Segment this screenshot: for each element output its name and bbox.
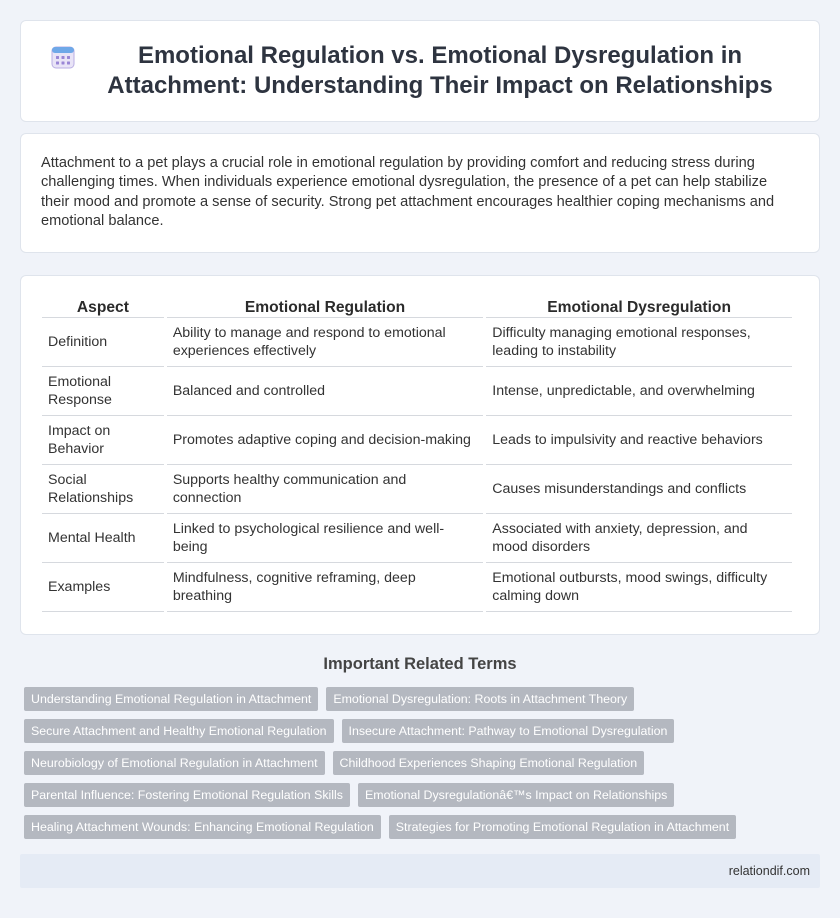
row-regulation: Mindfulness, cognitive reframing, deep breathing xyxy=(167,563,483,612)
related-terms-heading: Important Related Terms xyxy=(323,655,517,673)
intro-card xyxy=(20,133,820,253)
related-term-link[interactable]: Emotional Dysregulationâ€™s Impact on Relationships xyxy=(358,783,674,807)
footer-site-link[interactable]: relationdif.com xyxy=(728,864,810,878)
row-dysregulation: Intense, unpredictable, and overwhelming xyxy=(486,367,792,416)
intro-paragraph: Attachment to a pet plays a crucial role in emotional regulation by providing comfort and reducing stress during challenging times. When individuals experience emotional dysregulation, the presence of a pet can help stabilize their mood and promote a sense of security. Strong pet attachment encourages healthier coping mechanisms and emotional balance. xyxy=(41,155,775,230)
row-dysregulation: Difficulty managing emotional responses, leading to instability xyxy=(486,318,792,367)
header-aspect: Aspect xyxy=(42,294,164,318)
related-term-link[interactable]: Parental Influence: Fostering Emotional Regulation Skills xyxy=(24,783,350,807)
row-dysregulation: Emotional outbursts, mood swings, difficulty calming down xyxy=(486,563,792,612)
row-aspect: Examples xyxy=(42,563,164,612)
comparison-table-card xyxy=(20,275,820,635)
related-term-link[interactable]: Secure Attachment and Healthy Emotional Regulation xyxy=(24,719,334,743)
comparison-table xyxy=(39,294,795,612)
related-term-link[interactable]: Neurobiology of Emotional Regulation in Attachment xyxy=(24,751,325,775)
row-aspect: Emotional Response xyxy=(42,367,164,416)
header-emotional-regulation: Emotional Regulation xyxy=(167,294,483,318)
related-terms-list xyxy=(24,687,824,839)
row-aspect: Social Relationships xyxy=(42,465,164,514)
related-term-link[interactable]: Healing Attachment Wounds: Enhancing Emotional Regulation xyxy=(24,815,381,839)
row-dysregulation: Associated with anxiety, depression, and mood disorders xyxy=(486,514,792,563)
row-dysregulation: Leads to impulsivity and reactive behaviors xyxy=(486,416,792,465)
row-regulation: Promotes adaptive coping and decision-making xyxy=(167,416,483,465)
table-row xyxy=(42,367,792,416)
title-wrap xyxy=(21,21,819,121)
footer xyxy=(20,854,820,888)
related-term-link[interactable]: Childhood Experiences Shaping Emotional Regulation xyxy=(333,751,645,775)
title-card xyxy=(20,20,820,122)
related-term-link[interactable]: Understanding Emotional Regulation in Attachment xyxy=(24,687,318,711)
row-regulation: Balanced and controlled xyxy=(167,367,483,416)
header-emotional-dysregulation: Emotional Dysregulation xyxy=(486,294,792,318)
related-term-link[interactable]: Strategies for Promoting Emotional Regulation in Attachment xyxy=(389,815,736,839)
row-aspect: Mental Health xyxy=(42,514,164,563)
table-row xyxy=(42,563,792,612)
row-regulation: Linked to psychological resilience and well-being xyxy=(167,514,483,563)
row-aspect: Definition xyxy=(42,318,164,367)
related-term-link[interactable]: Insecure Attachment: Pathway to Emotional Dysregulation xyxy=(342,719,675,743)
table-row xyxy=(42,514,792,563)
row-aspect: Impact on Behavior xyxy=(42,416,164,465)
row-dysregulation: Causes misunderstandings and conflicts xyxy=(486,465,792,514)
table-row xyxy=(42,318,792,367)
row-regulation: Ability to manage and respond to emotional experiences effectively xyxy=(167,318,483,367)
table-row xyxy=(42,465,792,514)
page-title: Emotional Regulation vs. Emotional Dysregulation in Attachment: Understanding Their Impact on Relationships xyxy=(107,42,773,99)
table-header-row xyxy=(42,294,792,318)
calendar-icon xyxy=(50,44,76,70)
table-row xyxy=(42,416,792,465)
related-term-link[interactable]: Emotional Dysregulation: Roots in Attachment Theory xyxy=(326,687,634,711)
row-regulation: Supports healthy communication and connection xyxy=(167,465,483,514)
